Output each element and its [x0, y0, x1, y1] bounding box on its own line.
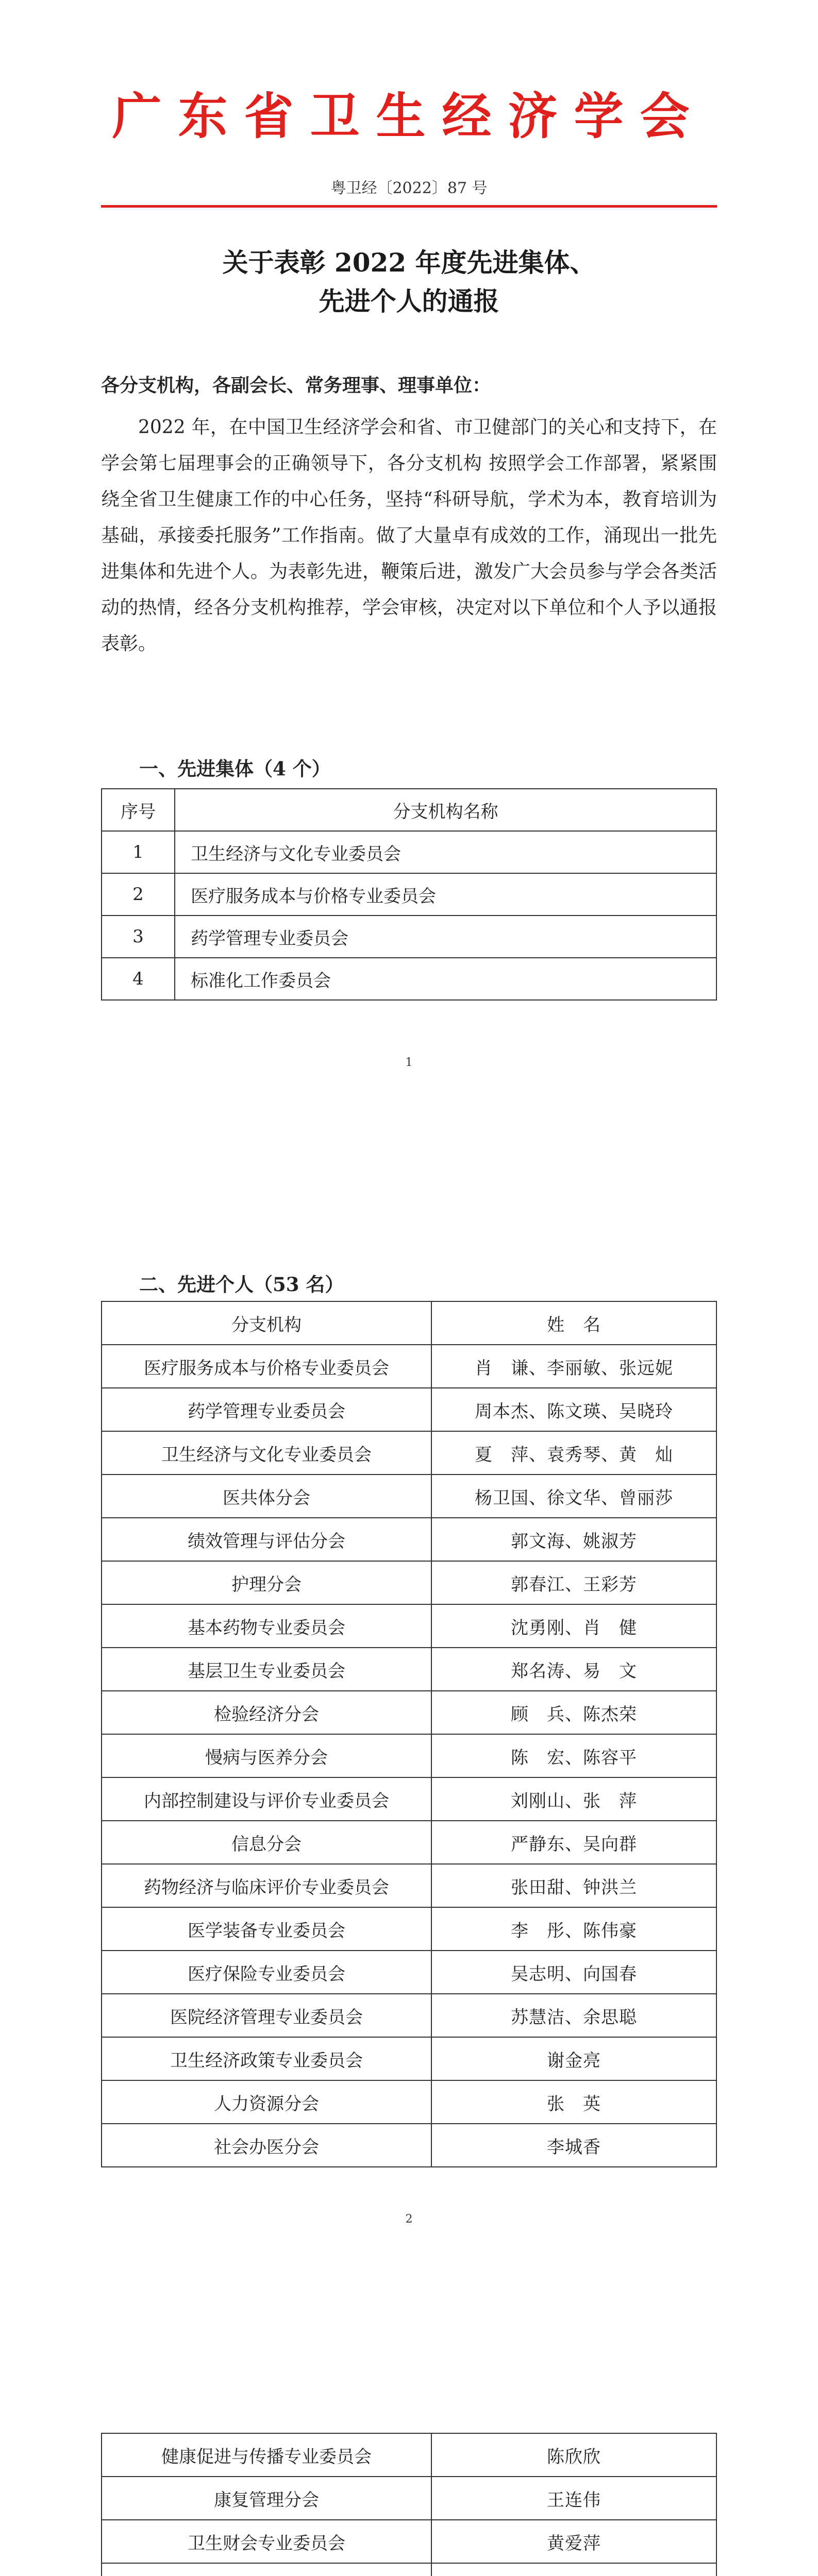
table-row [102, 2520, 716, 2563]
row-people: 王连伟 [431, 2477, 716, 2520]
row-no: 4 [102, 958, 175, 1000]
table-row [102, 1691, 716, 1734]
table-row [102, 1777, 716, 1821]
row-org: 信息分会 [102, 1821, 431, 1864]
table-row [102, 2124, 716, 2167]
row-people: 夏 萍、袁秀琴、黄 灿 [431, 1431, 716, 1475]
table-row [102, 1431, 716, 1475]
row-people: 郭春江、王彩芳 [431, 1561, 716, 1604]
row-no: 1 [102, 831, 175, 873]
row-name: 医疗服务成本与价格专业委员会 [175, 873, 716, 916]
row-org: 基本药物专业委员会 [102, 1604, 431, 1648]
row-no: 3 [102, 916, 175, 958]
row-org: 卫生经济与文化专业委员会 [102, 1431, 431, 1475]
table-row [102, 2477, 716, 2520]
row-org: 医疗服务成本与价格专业委员会 [102, 1345, 431, 1388]
advanced-individuals-table [101, 1301, 717, 2167]
col-header-people: 姓 名 [431, 1301, 716, 1345]
row-name: 药学管理专业委员会 [175, 916, 716, 958]
table-row [102, 1388, 716, 1431]
row-org: 健康促进与传播专业委员会 [102, 2433, 431, 2477]
col-header-no: 序号 [102, 789, 175, 831]
row-people [431, 2563, 716, 2576]
table-row [102, 1604, 716, 1648]
row-people: 张田甜、钟洪兰 [431, 1864, 716, 1907]
page-1 [0, 0, 818, 1157]
row-org: 康复管理分会 [102, 2477, 431, 2520]
table-row [102, 1561, 716, 1604]
table-row [102, 1518, 716, 1561]
row-org: 医学装备专业委员会 [102, 1907, 431, 1951]
row-people: 陈欣欣 [431, 2433, 716, 2477]
table-row [102, 1864, 716, 1907]
advanced-individuals-table-continued [101, 2433, 717, 2576]
table-row [102, 2563, 716, 2576]
row-people: 黄爱萍 [431, 2520, 716, 2563]
table-row [102, 1648, 716, 1691]
row-people: 郭文海、姚淑芳 [431, 1518, 716, 1561]
row-org: 慢病与医养分会 [102, 1734, 431, 1777]
row-people: 严静东、吴向群 [431, 1821, 716, 1864]
page-2 [0, 1157, 818, 2313]
row-name: 标准化工作委员会 [175, 958, 716, 1000]
table-row [102, 1907, 716, 1951]
intro-paragraph: 2022 年，在中国卫生经济学会和省、市卫健部门的关心和支持下，在学会第七届理事会的正确领导下，各分支机构 按照学会工作部署，紧紧围绕全省卫生健康工作的中心任务，坚持“科研导航，学术为本，教育培训为基础，承接委托服务”工作指南。做了大量卓有成效的工作，涌现出一批先进集体和先进个人。为表彰先进，鞭策后进，激发广大会员参与学会各类活动的热情，经各分支机构推荐，学会审核，决定对以下单位和个人予以通报表彰。 [101, 417, 717, 654]
advanced-groups-table [101, 788, 717, 1001]
table-row [102, 958, 716, 1000]
col-header-name: 分支机构名称 [175, 789, 716, 831]
col-header-org: 分支机构 [102, 1301, 431, 1345]
row-org: 药物经济与临床评价专业委员会 [102, 1864, 431, 1907]
table-row [102, 873, 716, 916]
table-row [102, 1734, 716, 1777]
row-org: 绩效管理与评估分会 [102, 1518, 431, 1561]
section1-heading: 一、先进集体（4 个） [139, 757, 331, 780]
row-people: 刘刚山、张 萍 [431, 1777, 716, 1821]
row-people: 谢金亮 [431, 2037, 716, 2080]
row-org: 人力资源分会 [102, 2080, 431, 2124]
letterhead-red-line [101, 205, 717, 208]
row-org: 医共体分会 [102, 1475, 431, 1518]
title-line-2: 先进个人的通报 [319, 286, 499, 316]
row-name: 卫生经济与文化专业委员会 [175, 831, 716, 873]
title-line-1: 关于表彰 2022 年度先进集体、 [222, 247, 596, 278]
document-number: 粤卫经〔2022〕87 号 [330, 179, 488, 197]
salutation: 各分支机构，各副会长、常务理事、理事单位： [101, 375, 491, 396]
row-org: 检验经济分会 [102, 1691, 431, 1734]
table-row [102, 2080, 716, 2124]
row-org: 药学管理专业委员会 [102, 1388, 431, 1431]
row-people: 李城香 [431, 2124, 716, 2167]
table-row [102, 2037, 716, 2080]
row-people: 周本杰、陈文瑛、吴晓玲 [431, 1388, 716, 1431]
row-people: 张 英 [431, 2080, 716, 2124]
row-org: 社会办医分会 [102, 2124, 431, 2167]
table-header-row [102, 1301, 716, 1345]
page-3 [0, 2313, 818, 2576]
row-org: 内部控制建设与评价专业委员会 [102, 1777, 431, 1821]
row-no: 2 [102, 873, 175, 916]
row-org: 医院经济管理专业委员会 [102, 1994, 431, 2037]
table-row [102, 1951, 716, 1994]
row-people: 顾 兵、陈杰荣 [431, 1691, 716, 1734]
row-org: 卫生财会专业委员会 [102, 2520, 431, 2563]
page-number: 2 [405, 2213, 413, 2226]
row-people: 沈勇刚、肖 健 [431, 1604, 716, 1648]
row-people: 苏慧洁、余思聪 [431, 1994, 716, 2037]
row-people: 郑名涛、易 文 [431, 1648, 716, 1691]
section2-heading: 二、先进个人（53 名） [139, 1273, 344, 1296]
row-org: 护理分会 [102, 1561, 431, 1604]
row-org: 卫生经济政策专业委员会 [102, 2037, 431, 2080]
table-row [102, 2433, 716, 2477]
table-row [102, 1821, 716, 1864]
row-people: 李 彤、陈伟豪 [431, 1907, 716, 1951]
page-number: 1 [405, 1056, 413, 1069]
row-people: 肖 谦、李丽敏、张远妮 [431, 1345, 716, 1388]
row-org [102, 2563, 431, 2576]
table-row [102, 1345, 716, 1388]
row-org: 医疗保险专业委员会 [102, 1951, 431, 1994]
table-row [102, 1475, 716, 1518]
table-header-row [102, 789, 716, 831]
letterhead-org-name: 广东省卫生经济学会 [112, 89, 706, 144]
table-row [102, 1994, 716, 2037]
row-people: 陈 宏、陈容平 [431, 1734, 716, 1777]
row-people: 吴志明、向国春 [431, 1951, 716, 1994]
table-row [102, 916, 716, 958]
table-row [102, 831, 716, 873]
row-org: 基层卫生专业委员会 [102, 1648, 431, 1691]
row-people: 杨卫国、徐文华、曾丽莎 [431, 1475, 716, 1518]
